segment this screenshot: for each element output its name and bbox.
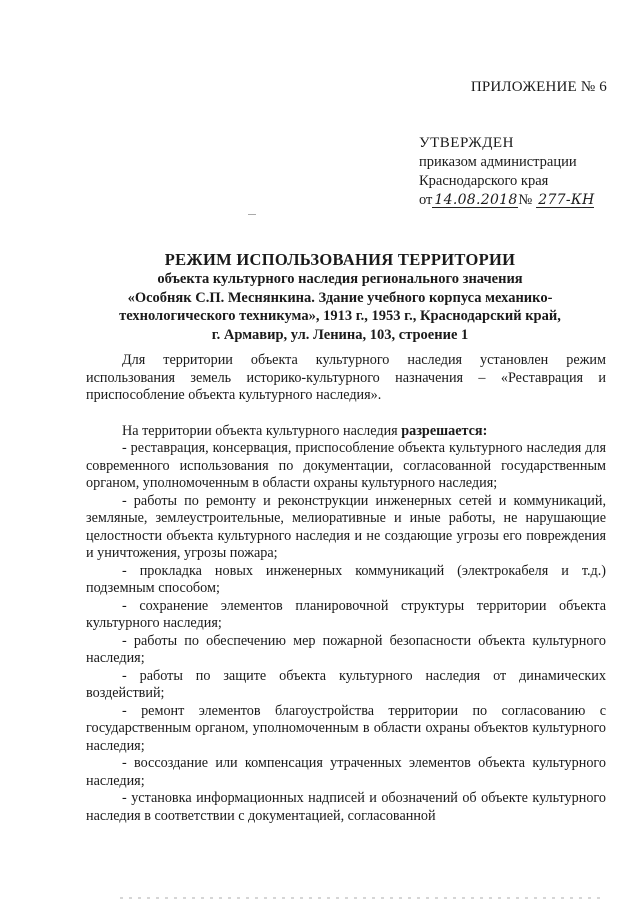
order-date-handwritten: 14.08.2018 bbox=[434, 192, 518, 208]
allowed-item: - установка информационных надписей и обозначений об объекте культурного наследия в соответствии с документацией, согласованной bbox=[86, 790, 606, 824]
document-title bbox=[60, 250, 620, 344]
title-main: РЕЖИМ ИСПОЛЬЗОВАНИЯ ТЕРРИТОРИИ bbox=[164, 250, 516, 269]
allowed-item: - сохранение элементов планировочной структуры территории объекта культурного наследия; bbox=[86, 597, 606, 631]
title-line-2: «Особняк С.П. Меснянкина. Здание учебного корпуса механико- bbox=[127, 289, 553, 306]
allowed-prefix: На территории объекта культурного наследия bbox=[122, 422, 402, 439]
order-from: от bbox=[419, 192, 433, 208]
allowed-item: - прокладка новых инженерных коммуникаций (электрокабеля и т.д.) подземным способом; bbox=[86, 562, 606, 596]
allowed-bold: разрешается: bbox=[401, 422, 488, 439]
appendix-label: ПРИЛОЖЕНИЕ № 6 bbox=[470, 79, 607, 95]
approval-line-2: Краснодарского края bbox=[419, 173, 549, 189]
approval-line-1: приказом администрации bbox=[419, 154, 577, 170]
order-number-sign: № bbox=[518, 192, 533, 208]
title-line-4: г. Армавир, ул. Ленина, 103, строение 1 bbox=[211, 326, 469, 343]
allowed-item: - ремонт элементов благоустройства территории по согласованию с государственным органом, уполномоченным в области охраны объектов культурного наследия; bbox=[86, 702, 606, 754]
order-line bbox=[419, 191, 619, 210]
approval-block bbox=[419, 134, 619, 210]
scan-edge-noise bbox=[120, 897, 600, 899]
order-number-handwritten: 277-КН bbox=[538, 192, 595, 208]
intro-paragraph: Для территории объекта культурного наследия установлен режим использования земель историко-культурного назначения – «Реставрация и приспособление объекта культурного наследия». bbox=[86, 352, 606, 403]
allowed-item: - работы по ремонту и реконструкции инженерных сетей и коммуникаций, земляные, землеустроительные, мелиоративные и иные работы, не нарушающие целостности объекта культурного наследия и не создающие угрозы его повреждения и уничтожения, угрозы пожара; bbox=[86, 492, 606, 561]
title-line-1: объекта культурного наследия регионального значения bbox=[157, 271, 523, 287]
document-body bbox=[86, 352, 606, 825]
allowed-heading bbox=[86, 423, 606, 441]
allowed-item: - воссоздание или компенсация утраченных элементов объекта культурного наследия; bbox=[86, 755, 606, 789]
allowed-item: - реставрация, консервация, приспособление объекта культурного наследия для современного использования по документации, согласованной государственным органом, уполномоченным в области охраны культурного наследия; bbox=[86, 440, 606, 491]
approved-heading: УТВЕРЖДЕН bbox=[419, 135, 514, 151]
title-line-3: технологического техникума», 1913 г., 1953 г., Краснодарский край, bbox=[119, 308, 561, 324]
scan-mark bbox=[248, 214, 256, 215]
paragraph-gap bbox=[86, 405, 606, 423]
allowed-item: - работы по обеспечению мер пожарной безопасности объекта культурного наследия; bbox=[86, 632, 606, 666]
allowed-item: - работы по защите объекта культурного наследия от динамических воздействий; bbox=[86, 667, 606, 701]
